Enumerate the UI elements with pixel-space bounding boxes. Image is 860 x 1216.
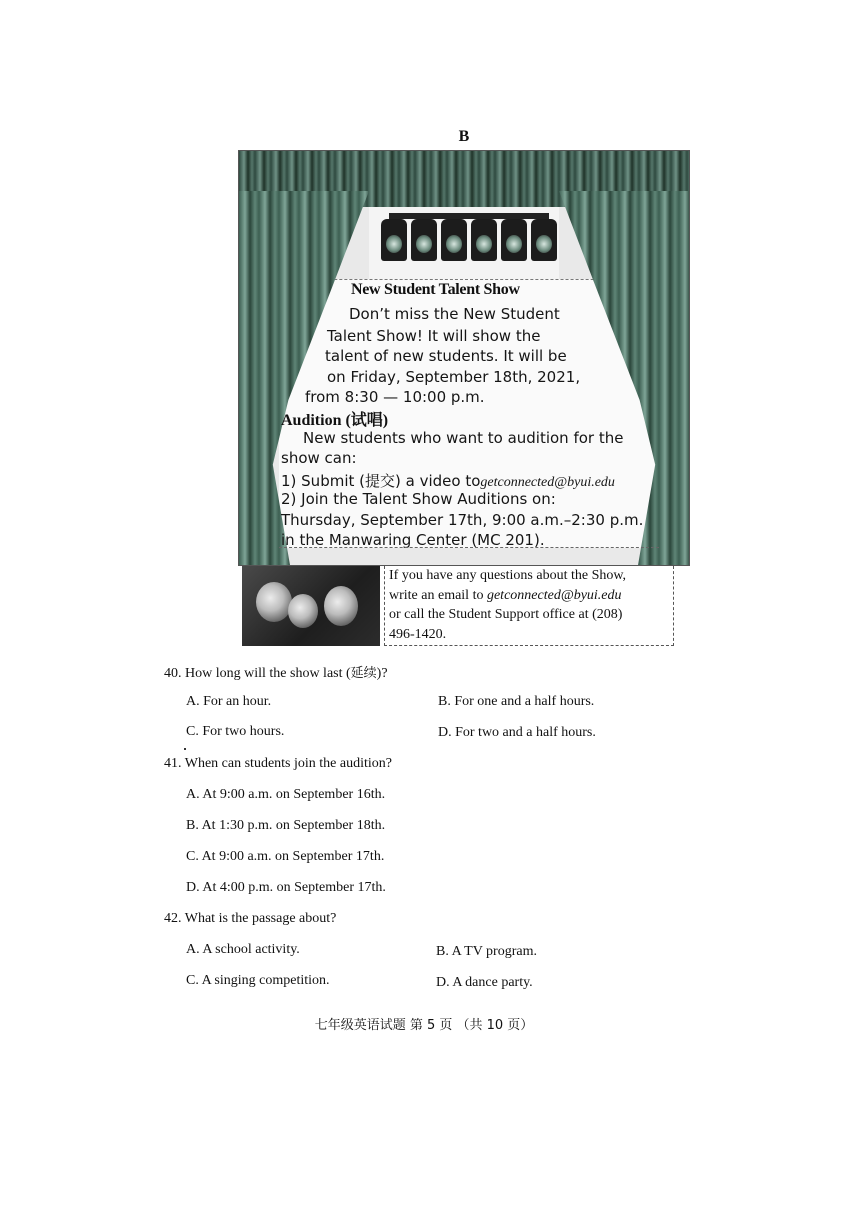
option-b[interactable]: B. A TV program.: [436, 944, 537, 959]
spotlight-icon: [411, 219, 437, 261]
performers-photo: [242, 566, 380, 646]
face-shape: [288, 594, 318, 628]
option-d[interactable]: D. For two and a half hours.: [438, 725, 596, 740]
audition-heading: Audition (试唱): [281, 412, 389, 429]
question-41: 41. When can students join the audition?: [164, 756, 392, 771]
stage-lights: [381, 219, 557, 269]
option-b[interactable]: B. At 1:30 p.m. on September 18th.: [186, 818, 386, 833]
face-shape: [256, 582, 292, 622]
chinese-gloss: 延续: [350, 666, 377, 681]
option-a[interactable]: A. For an hour.: [186, 694, 272, 709]
talent-show-poster: [238, 150, 690, 566]
contact-line: or call the Student Support office at (208): [389, 607, 623, 622]
question-40: [164, 662, 388, 682]
contact-box: [384, 566, 674, 646]
step-one-text: 1) Submit (提交) a video to: [281, 472, 481, 490]
intro-line: Don’t miss the New Student: [349, 305, 560, 323]
question-42: 42. What is the passage about?: [164, 911, 337, 926]
contact-line: 496-1420.: [389, 626, 447, 642]
contact-text: write an email to: [389, 587, 487, 603]
spotlight-icon: [381, 219, 407, 261]
contact-line: If you have any questions about the Show,: [389, 568, 627, 583]
intro-line: talent of new students. It will be: [325, 347, 567, 365]
step-one: [281, 470, 615, 491]
page-footer: 七年级英语试题 第 5 页 （共 10 页）: [314, 1018, 534, 1033]
email-link[interactable]: getconnected@byui.edu: [486, 587, 622, 603]
step-two-line: in the Manwaring Center (MC 201).: [281, 531, 545, 549]
option-d[interactable]: D. A dance party.: [436, 975, 533, 990]
divider: [279, 547, 659, 548]
option-d[interactable]: D. At 4:00 p.m. on September 17th.: [186, 880, 386, 895]
audition-line: show can:: [281, 449, 357, 467]
spotlight-icon: [471, 219, 497, 261]
spotlight-icon: [531, 219, 557, 261]
speck: [184, 748, 186, 750]
option-a[interactable]: A. At 9:00 a.m. on September 16th.: [186, 787, 386, 802]
intro-line: from 8:30 — 10:00 p.m.: [305, 388, 485, 406]
poster-title: New Student Talent Show: [351, 281, 520, 298]
spotlight-icon: [501, 219, 527, 261]
option-a[interactable]: A. A school activity.: [186, 942, 300, 957]
option-c[interactable]: C. At 9:00 a.m. on September 17th.: [186, 849, 385, 864]
intro-line: Talent Show! It will show the: [327, 327, 541, 345]
step-two-line: Thursday, September 17th, 9:00 a.m.–2:30 p.m.: [281, 511, 644, 529]
spotlight-icon: [441, 219, 467, 261]
email-link[interactable]: getconnected@byui.edu: [480, 475, 615, 490]
step-two-line: 2) Join the Talent Show Auditions on:: [281, 490, 556, 508]
option-c[interactable]: C. A singing competition.: [186, 973, 330, 988]
option-c[interactable]: C. For two hours.: [186, 724, 285, 739]
question-text: 40. How long will the show last (: [164, 666, 351, 681]
face-shape: [324, 586, 358, 626]
section-letter: B: [458, 128, 470, 145]
option-b[interactable]: B. For one and a half hours.: [438, 694, 595, 709]
audition-line: New students who want to audition for the: [303, 429, 624, 447]
intro-line: on Friday, September 18th, 2021,: [327, 368, 581, 386]
question-end: )?: [376, 666, 388, 681]
contact-line-email: [389, 586, 673, 606]
